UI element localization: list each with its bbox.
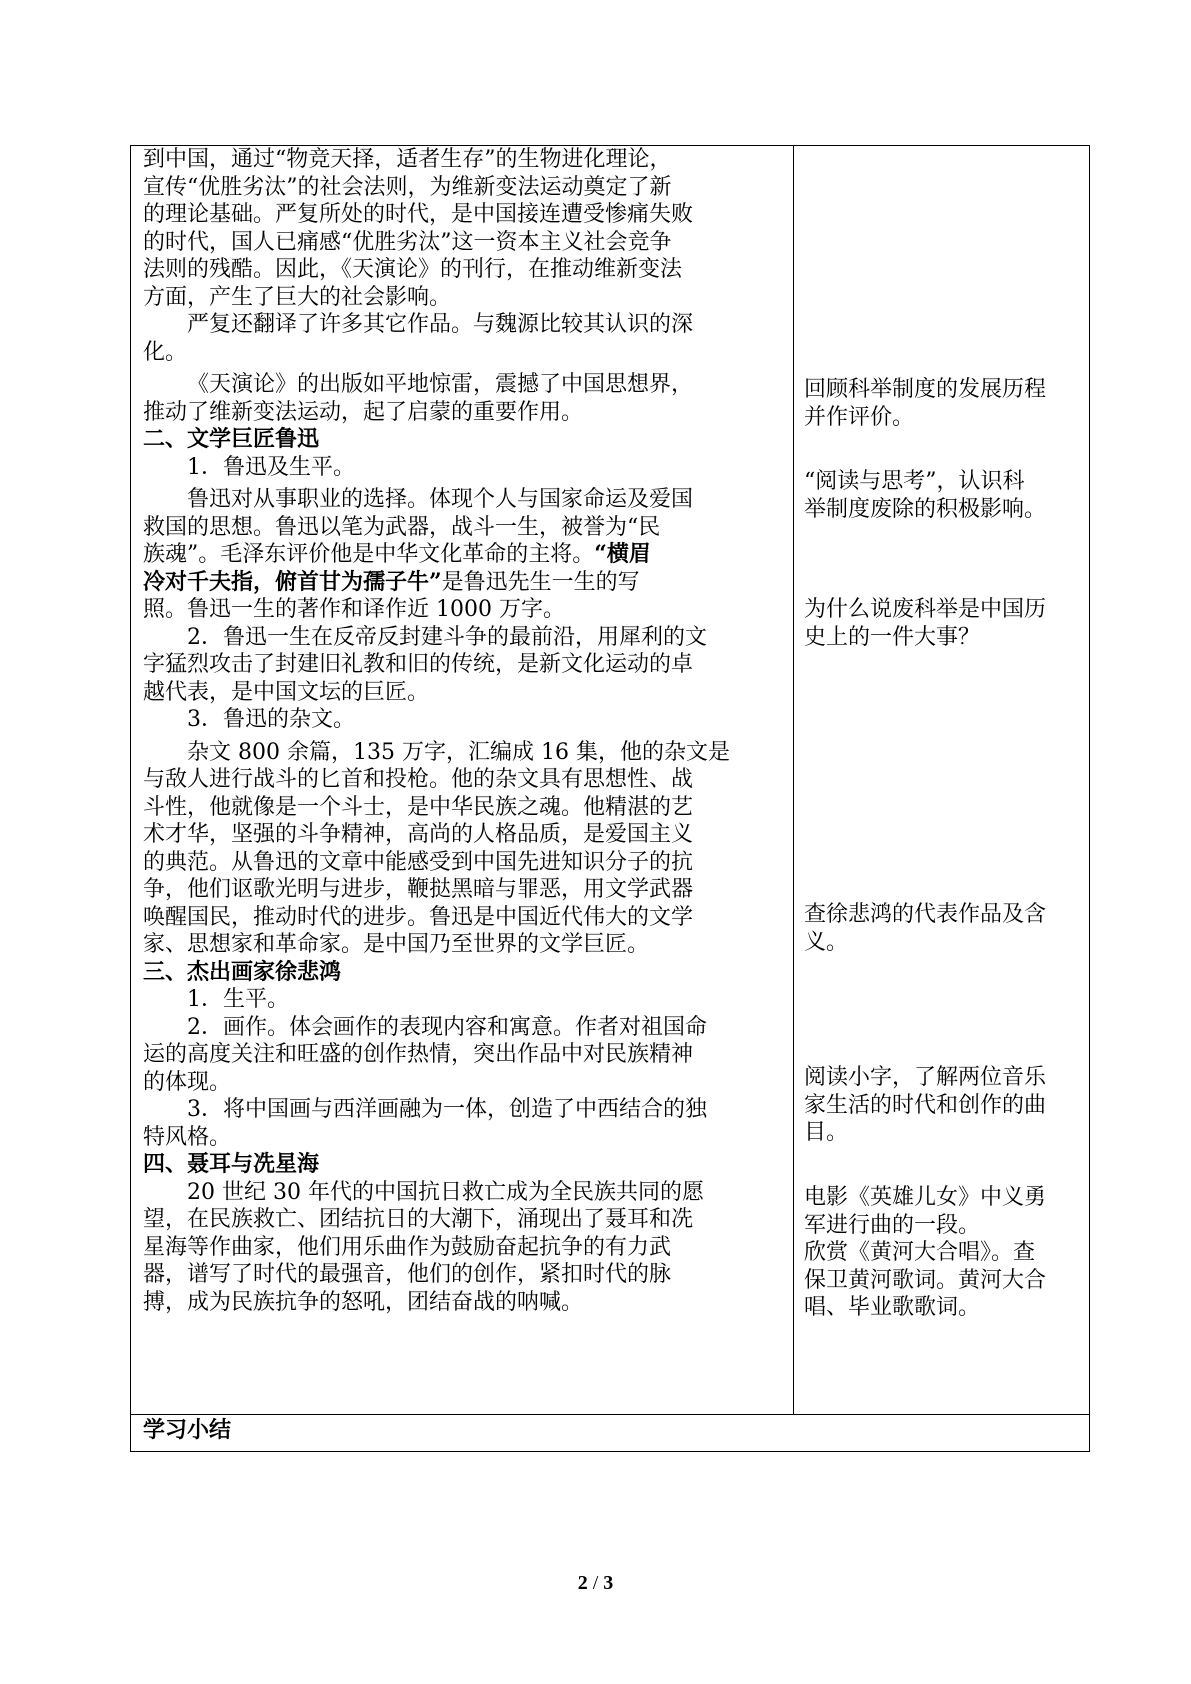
text-line: 2．鲁迅一生在反帝反封建斗争的最前沿，用犀利的文 [187,624,707,650]
text-line: 严复还翻译了许多其它作品。与魏源比较其认识的深 [187,312,694,337]
music-paragraph [143,1179,783,1317]
text-span: 族魂”。毛泽东评价他是中华文化革命的主将。 [143,542,595,567]
side-note [804,901,1046,956]
section-heading-nie-xian: 四、聂耳与冼星海 [143,1151,320,1177]
list-item [143,1014,783,1097]
text-line: 运的高度关注和旺盛的创作热情，突出作品中对民族精神 [143,1042,694,1067]
bold-quote: “横眉 [594,541,651,567]
text-line: 阅读小字，了解两位音乐 [804,1065,1047,1090]
text-line: 家、思想家和革命家。是中国乃至世界的文学巨匠。 [143,932,650,957]
text-line: 史上的一件大事？ [804,624,981,650]
text-line: 鲁迅对从事职业的选择。体现个人与国家命运及爱国 [187,487,694,512]
text-line: 的时代，国人已痛感“优胜劣汰”这一资本主义社会竞争 [143,229,672,255]
list-item [143,624,783,707]
text-line: 争，他们讴歌光明与进步，鞭挞黑暗与罪恶，用文学武器 [143,877,694,902]
text-line: 目。 [804,1120,849,1145]
text-line: 欣赏《黄河大合唱》。查 [804,1240,1036,1265]
text-line [143,569,783,597]
text-line: 与敌人进行战斗的匕首和投枪。他的杂文具有思想性、战 [143,767,694,792]
list-item: 1．生平。 [187,987,289,1012]
text-line: 唤醒国民，推动时代的进步。鲁迅是中国近代伟大的文学 [143,904,694,930]
activity-notes-cell [794,146,1090,1415]
page-separator: / [587,1572,604,1594]
text-line: 举制度废除的积极影响。 [804,496,1047,522]
lesson-table [130,145,1090,1452]
text-line: 3．将中国画与西洋画融为一体，创造了中西结合的独 [187,1097,707,1122]
text-line: 20 世纪 30 年代的中国抗日救亡成为全民族共同的愿 [187,1179,704,1205]
yanfu-paragraph-2 [143,371,783,426]
yanfu-paragraph-1 [143,311,783,366]
total-pages: 3 [603,1572,614,1594]
section-heading-luxun: 二、文学巨匠鲁迅 [143,426,320,452]
side-note [804,376,1046,431]
list-item [143,1096,783,1151]
text-line: 到中国，通过“物竞天择，适者生存”的生物进化理论， [143,147,672,172]
bold-quote: 冷对千夫指，俯首甘为孺子牛” [143,568,442,595]
text-line: 望，在民族救亡、团结抗日的大潮下，涌现出了聂耳和冼 [143,1207,694,1232]
text-line: 义。 [804,929,849,955]
text-line: 特风格。 [143,1124,232,1150]
text-line: 的理论基础。严复所处的时代，是中国接连遭受惨痛失败 [143,202,694,227]
text-line: 的典范。从鲁迅的文章中能感受到中国先进知识分子的抗 [143,849,694,875]
text-line: 2．画作。体会画作的表现内容和寓意。作者对祖国命 [187,1014,707,1040]
text-line: 查徐悲鸿的代表作品及含 [804,902,1047,927]
text-span: 是鲁迅先生一生的写 [441,569,640,595]
luxun-career-paragraph [143,486,783,624]
text-line: 军进行曲的一段。 [804,1212,981,1238]
text-line [143,541,783,569]
text-line: 《天演论》的出版如平地惊雷，震撼了中国思想界， [187,372,694,397]
side-note [804,596,1046,651]
text-line: 搏，成为民族抗争的怒吼，团结奋战的呐喊。 [143,1289,584,1315]
summary-label: 学习小结 [143,1417,232,1443]
text-line: 唱、毕业歌歌词。 [804,1295,981,1320]
text-line: 器，谱写了时代的最强音，他们的创作，紧扣时代的脉 [143,1262,672,1287]
text-line: 方面，产生了巨大的社会影响。 [143,284,452,310]
list-item: 1．鲁迅及生平。 [187,454,355,480]
lesson-content-cell [131,146,794,1415]
text-line: 字猛烈攻击了封建旧礼教和旧的传统，是新文化运动的卓 [143,652,694,677]
text-line: 回顾科举制度的发展历程 [804,377,1047,402]
text-line: 斗性，他就像是一个斗士，是中华民族之魂。他精湛的艺 [143,794,694,820]
text-line: 宣传“优胜劣汰”的社会法则，为维新变法运动奠定了新 [143,174,672,200]
side-note [804,1184,1046,1322]
page-number [0,1572,1191,1595]
side-note [804,1064,1046,1147]
text-line: 术才华，坚强的斗争精神，高尚的人格品质，是爱国主义 [143,822,694,847]
text-line: 照。鲁迅一生的著作和译作近 1000 万字。 [143,597,565,622]
text-line: 为什么说废科举是中国历 [804,597,1047,622]
text-line: 保卫黄河歌词。黄河大合 [804,1267,1047,1293]
text-line: 化。 [143,339,188,365]
text-line: 法则的残酷。因此，《天演论》的刊行，在推动维新变法 [143,257,683,282]
text-line: 星海等作曲家，他们用乐曲作为鼓励奋起抗争的有力武 [143,1234,672,1260]
section-heading-xubeihong: 三、杰出画家徐悲鸿 [143,958,342,985]
list-item: 3．鲁迅的杂文。 [187,707,355,732]
text-line: 家生活的时代和创作的曲 [804,1092,1047,1118]
current-page: 2 [577,1572,588,1594]
text-line: 救国的思想。鲁迅以笔为武器，战斗一生，被誉为“民 [143,514,661,540]
intro-paragraph [143,146,783,311]
text-line: “阅读与思考”，认识科 [804,469,1025,494]
text-line: 越代表，是中国文坛的巨匠。 [143,679,430,705]
summary-row [131,1415,1090,1452]
text-line: 并作评价。 [804,404,915,430]
text-line: 电影《英雄儿女》中义勇 [804,1185,1047,1210]
text-line: 推动了维新变法运动，起了启蒙的重要作用。 [143,399,584,425]
text-line: 的体现。 [143,1069,232,1095]
luxun-essay-paragraph [143,739,783,959]
text-line: 杂文 800 余篇，135 万字，汇编成 16 集，他的杂文是 [187,739,730,765]
side-note [804,468,1046,523]
